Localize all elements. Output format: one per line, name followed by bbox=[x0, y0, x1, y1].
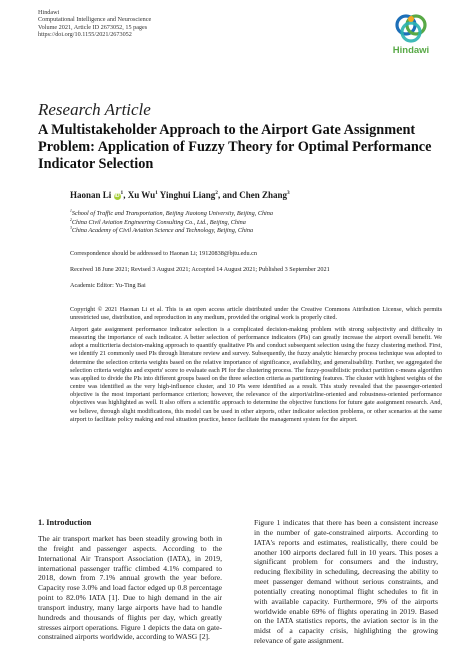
article-type: Research Article bbox=[38, 100, 151, 119]
volume-info: Volume 2021, Article ID 2673052, 15 pages bbox=[38, 23, 148, 31]
hindawi-logo bbox=[384, 12, 438, 64]
orcid-icon[interactable]: iD bbox=[114, 193, 120, 199]
academic-editor: Academic Editor: Yu-Ting Bai bbox=[70, 282, 146, 289]
journal-brand: Hindawi bbox=[38, 9, 60, 16]
abstract: Airport gate assignment performance indicator selection is a complicated decision-making problem with strong subjectivity and difficulty in measuring the importance of each indicator. A better selection of performance indicators (PIs) can greatly increase the airport overall benefit. We adopt a multicriteria decision-making approach to quantify qualitative PIs and conduct subsequent selection using the fuzzy clustering method. First, we identify 21 commonly used PIs through literature review and survey. Subsequently, the fuzzy analytic hierarchy process technique was adopted to determine the selection criteria weights based on the relative importance of significance, availability, and generalisability. Further, we aggregated the selection criteria weights and experts' score to evaluate each PI for the clustering process. The fuzzy-possibilistic product partition c-means algorithm was applied to divide the PIs into different groups based on the three selection criteria as partitioning features. The cluster with highest weights of the centre was identified as the very high-influence cluster, and 10 PIs were identified as a result. This study revealed that the passenger-oriented objective is the most important performance criterion; however, the relevance of the airport/airline-oriented and robustness-oriented performance objectives was highlighted as well. It also offers a scientific approach to determine the objective functions for future gate assignment research. And, we believe, through slight modifications, this model can be used in other airports, other indicator selection problems, or other scenarios at the same airport to facilitate policy making and real situation practice, hence facilitate the management system for the airport. bbox=[70, 326, 442, 423]
article-title: A Multistakeholder Approach to the Airport Gate Assignment Problem: Application of Fuzzy Theory for Optimal Performance Indicator Selection bbox=[38, 122, 432, 172]
author-sup: 3 bbox=[286, 190, 290, 196]
journal-header bbox=[38, 9, 298, 39]
body-column-right: Figure 1 indicates that there has been a consistent increase in the number of gate-constrained airports. According to IATA's reports and estimates, realistically, there could be another 100 airports declared full in 10 years. This poses a significant problem for consumers and the industry, reducing flexibility in scheduling, decreasing the ability to meet passenger demand without serious constraints, and potentially creating nonoptimal flight schedules to fit in with available capacity. Furthermore, 9% of the airports worldwide enable 69% of flights operating in 2019. Based on the IATA statistics reports, the aviation sector is in the midst of a capacity crisis, highlighting the growing relevance of gate assignment. bbox=[254, 518, 438, 646]
publication-dates: Received 18 June 2021; Revised 3 August 2021; Accepted 14 August 2021; Published 3 September 2021 bbox=[70, 266, 330, 273]
journal-name: Computational Intelligence and Neuroscience bbox=[38, 16, 152, 24]
doi-link[interactable]: https://doi.org/10.1155/2021/2673052 bbox=[38, 31, 132, 39]
author-name: Chen Zhang bbox=[239, 190, 287, 200]
author-sup: 1 bbox=[155, 190, 158, 196]
affiliation-item: $^2$China Civil Aviation Engineering Consulting Co., Ltd., Beijing, China bbox=[70, 217, 246, 226]
copyright-notice: Copyright © 2021 Haonan Li et al. This is an open access article distributed under the Creative Commons Attribution License, which permits unrestricted use, distribution, and reproduction in any medium, provided the original work is properly cited. bbox=[70, 306, 442, 322]
section-heading: 1. Introduction bbox=[38, 518, 92, 527]
hindawi-logo-icon bbox=[384, 12, 438, 46]
affiliations bbox=[70, 210, 450, 236]
affiliation-item: $^1$School of Traffic and Transportation, Beijing Jiaotong University, Beijing, China bbox=[70, 208, 273, 217]
author-name: Yinghui Liang bbox=[159, 190, 216, 200]
author-name: Haonan Li bbox=[70, 190, 112, 200]
author-sup: 1 bbox=[120, 190, 124, 196]
body-column-left: The air transport market has been steadily growing both in the freight and passenger aspects. According to the International Air Transport Association (IATA), in 2019, international passenger traffic climbed 4.1% compared to 2018, down from 7.1% annual growth the year before. Capacity rose 3.0% and load factor edged up 0.8 percentage point to 82.0% IATA [1]. Due to high demand in the air transport industry, many large airports have had to handle hundreds and thousands of flights per day, which greatly stresses airport operations. Figure 1 depicts the data on gate-constrained airports worldwide, according to WASG [2]. bbox=[38, 534, 222, 642]
author-name: Xu Wu bbox=[127, 190, 156, 200]
author-list: Haonan Li $iD^1$, Xu Wu$^1$ Yinghui Liang$^2$, and Chen Zhang$^3$ bbox=[70, 190, 290, 200]
correspondence: Correspondence should be addressed to Haonan Li; 19120838@bjtu.edu.cn bbox=[70, 250, 257, 257]
author-sup: 2 bbox=[215, 190, 218, 196]
affiliation-item: $^3$China Academy of Civil Aviation Science and Technology, Beijing, China bbox=[70, 226, 254, 235]
logo-text: Hindawi bbox=[392, 45, 430, 56]
